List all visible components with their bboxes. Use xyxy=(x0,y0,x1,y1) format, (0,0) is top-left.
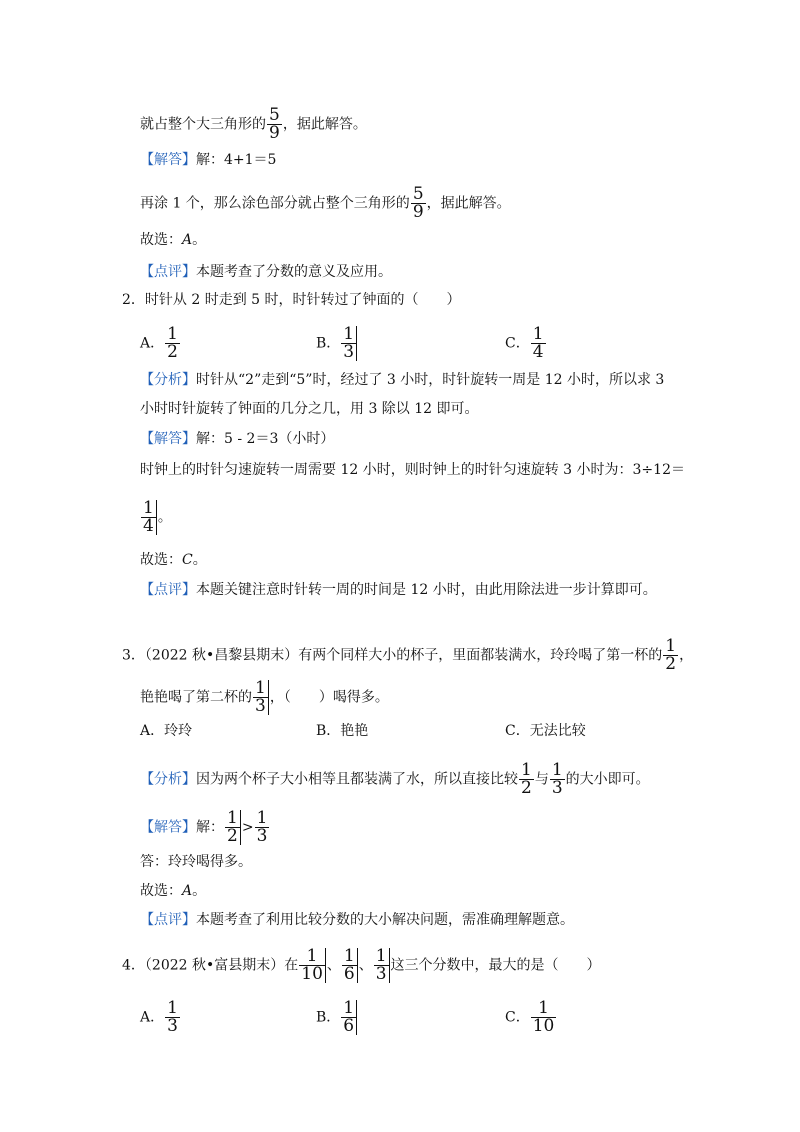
fraction: $\frac{5}{9}$ xyxy=(412,184,424,222)
q3-option-a: A．玲玲 xyxy=(140,723,193,739)
q3-answer: 【解答】解： $\frac{1}{2}$ > $\frac{1}{3}$ xyxy=(140,808,268,846)
q2-analysis-2: 小时时针旋转了钟面的几分之几，用 3 除以 12 即可。 xyxy=(140,401,479,417)
q2-option-a: A． $\frac{1}{2}$ xyxy=(140,324,178,362)
q2-option-b: B． $\frac{1}{3}$ xyxy=(316,326,358,361)
p1-choose: 故选：A。 xyxy=(140,232,207,248)
q2-answer-2: 时钟上的时针匀速旋转一周需要 12 小时，则时钟上的时针匀速旋转 3 小时为：3÷12＝ xyxy=(140,462,685,478)
analysis-tag: 【分析】 xyxy=(140,372,196,388)
fraction: $\frac{1}{2}$ xyxy=(225,810,241,845)
q2-answer-frac: $\frac{1}{4}$ 。 xyxy=(143,498,172,536)
fraction: $\frac{1}{3}$ xyxy=(256,808,268,846)
p1-line1: 就占整个大三角形的 $\frac{5}{9}$ ，据此解答。 xyxy=(140,105,367,143)
fraction: $\frac{1}{3}$ xyxy=(551,760,563,798)
q4-option-a: A． $\frac{1}{3}$ xyxy=(140,998,178,1036)
answer-tag: 【解答】 xyxy=(140,431,196,447)
analysis-tag: 【分析】 xyxy=(140,771,196,788)
fraction: $\frac{1}{6}$ xyxy=(342,948,358,983)
review-tag: 【点评】 xyxy=(140,264,196,280)
fraction: $\frac{1}{3}$ xyxy=(253,680,269,715)
q3-analysis: 【分析】因为两个杯子大小相等且都装满了水，所以直接比较 $\frac{1}{2}$ 与 $\frac{1}{3}$ 的大小即可。 xyxy=(140,760,650,798)
q3-reply: 答：玲玲喝得多。 xyxy=(140,854,252,870)
q4-stem: 4．（2022 秋•富县期末）在 $\frac{1}{10}$ 、 $\frac{1}{6}$ 、 $\frac{1}{3}$ 这三个分数中，最大的是（ ） xyxy=(122,946,601,984)
fraction: $\frac{1}{3}$ xyxy=(374,948,390,983)
answer-tag: 【解答】 xyxy=(140,152,196,168)
fraction: $\frac{1}{4}$ xyxy=(141,500,157,535)
q3-stem-2: 艳艳喝了第二杯的 $\frac{1}{3}$ ，（ ）喝得多。 xyxy=(140,678,389,716)
fraction: $\frac{1}{10}$ xyxy=(532,998,555,1036)
q2-answer: 【解答】解：5 - 2＝3（小时） xyxy=(140,431,335,447)
fraction: $\frac{1}{2}$ xyxy=(521,760,532,798)
q2-option-c: C． $\frac{1}{4}$ xyxy=(505,324,544,362)
p1-review: 【点评】本题考查了分数的意义及应用。 xyxy=(140,264,392,280)
q2-stem: 2．时针从 2 时走到 5 时，时针转过了钟面的（ ） xyxy=(122,292,461,308)
q3-choose: 故选：A。 xyxy=(140,883,207,899)
fraction: $\frac{1}{6}$ xyxy=(341,1000,357,1035)
p1-line3: 再涂 1 个，那么涂色部分就占整个三角形的 $\frac{5}{9}$ ，据此解答。 xyxy=(140,184,511,222)
fraction: $\frac{1}{3}$ xyxy=(167,998,178,1036)
fraction: $\frac{1}{2}$ xyxy=(167,324,178,362)
fraction: $\frac{1}{3}$ xyxy=(341,326,357,361)
q2-analysis-1: 【分析】时针从“2”走到“5”时，经过了 3 小时，时针旋转一周是 12 小时，所以求 3 xyxy=(140,372,665,388)
fraction: $\frac{1}{10}$ xyxy=(299,948,326,983)
fraction: $\frac{5}{9}$ xyxy=(269,105,280,143)
p1-line1-text: 就占整个大三角形的 xyxy=(140,116,266,133)
answer-tag: 【解答】 xyxy=(140,819,196,836)
review-tag: 【点评】 xyxy=(140,582,196,598)
q4-option-b: B． $\frac{1}{6}$ xyxy=(316,1000,358,1035)
q2-choose: 故选：C。 xyxy=(140,552,207,568)
q3-option-b: B．艳艳 xyxy=(316,723,369,739)
fraction: $\frac{1}{4}$ xyxy=(532,324,544,362)
q3-stem-1: 3．（2022 秋•昌黎县期末）有两个同样大小的杯子，里面都装满水，玲玲喝了第一杯的 $\frac{1}{2}$ ， xyxy=(122,636,694,674)
review-tag: 【点评】 xyxy=(140,912,196,928)
q2-review: 【点评】本题关键注意时针转一周的时间是 12 小时，由此用除法进一步计算即可。 xyxy=(140,582,657,598)
q4-option-c: C． $\frac{1}{10}$ xyxy=(505,998,555,1036)
q3-option-c: C．无法比较 xyxy=(505,723,586,739)
q3-review: 【点评】本题考查了利用比较分数的大小解决问题，需准确理解题意。 xyxy=(140,912,574,928)
p1-answer: 【解答】解：4+1＝5 xyxy=(140,152,277,168)
greater-than-sign: > xyxy=(241,819,254,836)
fraction: $\frac{1}{2}$ xyxy=(665,636,677,674)
